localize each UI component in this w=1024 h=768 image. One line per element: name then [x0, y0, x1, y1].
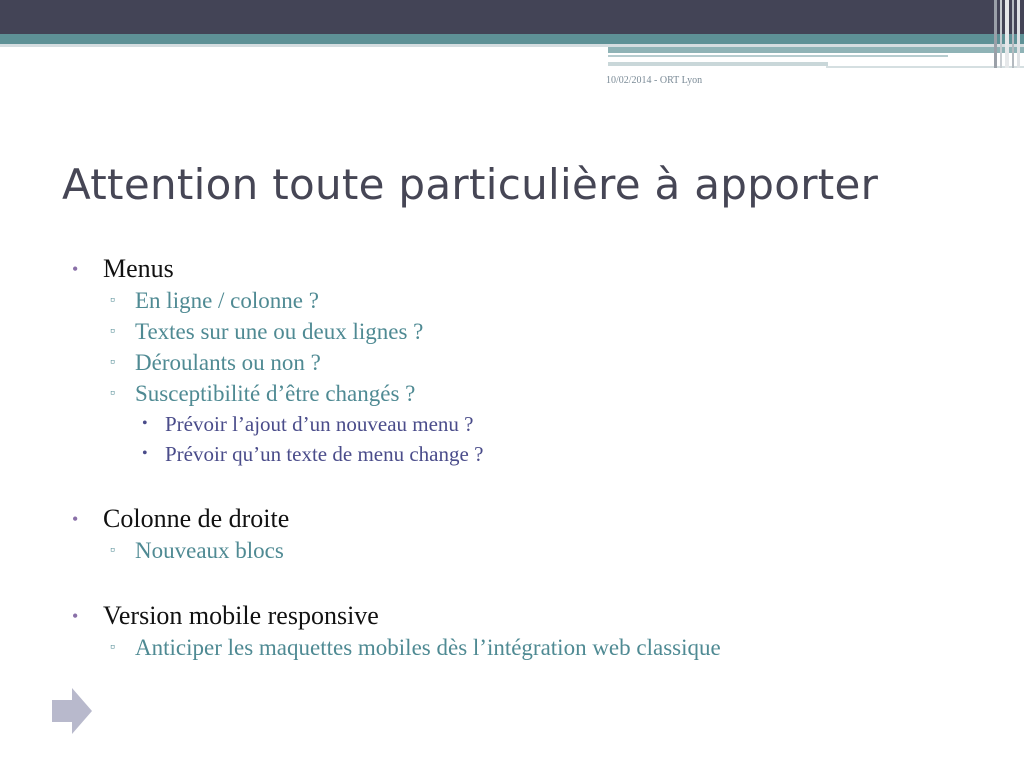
- slide-title: Attention toute particulière à apporter: [62, 160, 879, 209]
- header-accent-bar: [608, 47, 1024, 53]
- bullet-item-version-mobile: [72, 600, 972, 632]
- bullet-icon: •: [72, 259, 79, 279]
- sub-bullet-item: [72, 535, 972, 566]
- bullet-label: Version mobile responsive: [103, 601, 379, 630]
- bullet-label: Menus: [103, 254, 174, 283]
- sub-sub-bullet-label: Prévoir qu’un texte de menu change ?: [165, 442, 484, 466]
- header-accent-line: [608, 55, 948, 57]
- sub-bullet-label: Textes sur une ou deux lignes ?: [135, 319, 424, 344]
- bullet-label: Colonne de droite: [103, 504, 290, 533]
- bullet-icon: •: [72, 509, 79, 529]
- square-bullet-icon: ▫: [110, 293, 115, 308]
- square-bullet-icon: ▫: [110, 640, 115, 655]
- square-bullet-icon: ▫: [110, 386, 115, 401]
- sub-bullet-label: Nouveaux blocs: [135, 538, 284, 563]
- sub-bullet-item: [72, 285, 972, 316]
- next-arrow-icon[interactable]: [52, 688, 92, 734]
- date-footer: 10/02/2014 - ORT Lyon: [606, 75, 703, 86]
- sub-sub-bullet-item: [72, 409, 972, 439]
- square-bullet-icon: ▫: [110, 355, 115, 370]
- bullet-icon: •: [72, 606, 79, 626]
- slide-content: [72, 253, 972, 663]
- header-accent-line: [608, 62, 828, 66]
- dot-bullet-icon: •: [142, 445, 148, 462]
- sub-bullet-label: Anticiper les maquettes mobiles dès l’intégration web classique: [135, 635, 721, 660]
- square-bullet-icon: ▫: [110, 324, 115, 339]
- bullet-item-menus: [72, 253, 972, 285]
- sub-sub-bullet-item: [72, 439, 972, 469]
- sub-bullet-item: [72, 378, 972, 409]
- sub-bullet-label: En ligne / colonne ?: [135, 288, 319, 313]
- header-bar-teal: [0, 34, 1024, 44]
- dot-bullet-icon: •: [142, 415, 148, 432]
- header-stripes: [992, 0, 1024, 68]
- sub-bullet-item: [72, 347, 972, 378]
- square-bullet-icon: ▫: [110, 543, 115, 558]
- header-bar-dark: [0, 0, 1024, 34]
- bullet-item-colonne-de-droite: [72, 503, 972, 535]
- sub-bullet-label: Susceptibilité d’être changés ?: [135, 381, 416, 406]
- sub-bullet-item: [72, 632, 972, 663]
- sub-bullet-item: [72, 316, 972, 347]
- sub-sub-bullet-label: Prévoir l’ajout d’un nouveau menu ?: [165, 412, 474, 436]
- sub-bullet-label: Déroulants ou non ?: [135, 350, 321, 375]
